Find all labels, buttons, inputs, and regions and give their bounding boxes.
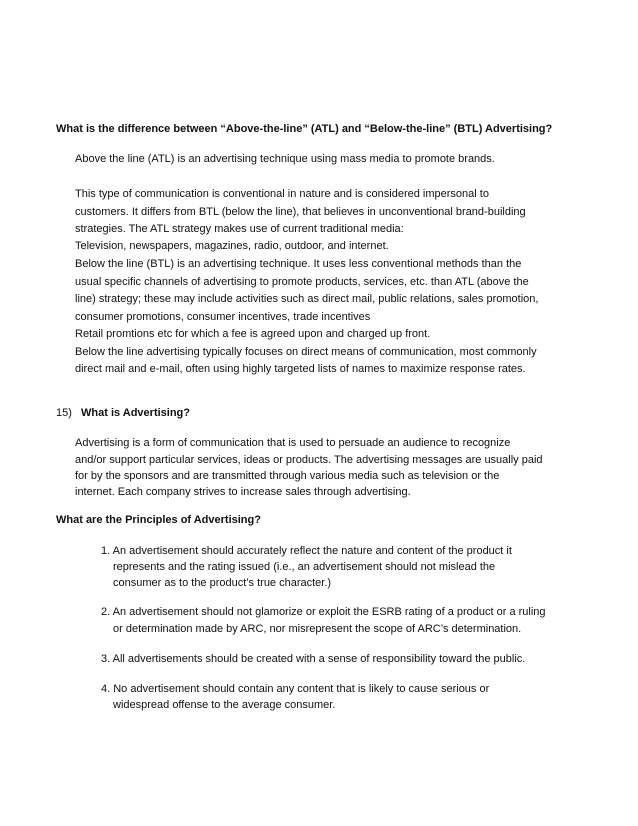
atl-body-line: This type of communication is conventional in nature and is considered impersonal to: [75, 188, 489, 200]
atl-body-line: Television, newspapers, magazines, radio, outdoor, and internet.: [75, 240, 389, 252]
principles-heading: What are the Principles of Advertising?: [56, 514, 261, 526]
principle-item-1: 1. An advertisement should accurately reflect the nature and content of the product it: [101, 545, 512, 557]
principle-item-4-cont: widespread offense to the average consumer.: [113, 699, 336, 711]
atl-body-line: strategies. The ATL strategy makes use of current traditional media:: [75, 223, 404, 235]
section-number: 15): [56, 407, 72, 419]
btl-body-line: Below the line advertising typically focuses on direct means of communication, most commonly: [75, 346, 537, 358]
principle-item-1-cont: represents and the rating issued (i.e., an advertisement should not mislead the: [113, 561, 496, 573]
btl-body-line: line) strategy; these may include activities such as direct mail, public relations, sales promotion,: [75, 293, 539, 305]
advertising-body-line: internet. Each company strives to increase sales through advertising.: [75, 486, 411, 498]
btl-body-line: direct mail and e-mail, often using highly targeted lists of names to maximize response rates.: [75, 363, 526, 375]
principle-item-1-cont: consumer as to the product’s true character.): [113, 577, 332, 589]
advertising-body-line: and/or support particular services, ideas or products. The advertising messages are usually paid: [75, 454, 543, 466]
atl-body-line: customers. It differs from BTL (below the line), that believes in unconventional brand-building: [75, 206, 526, 218]
btl-body-line: Retail promtions etc for which a fee is agreed upon and charged up front.: [75, 328, 431, 340]
principle-item-2: 2. An advertisement should not glamorize or exploit the ESRB rating of a product or a ruling: [101, 606, 546, 618]
btl-body-line: consumer promotions, consumer incentives, trade incentives: [75, 311, 371, 323]
atl-intro: Above the line (ATL) is an advertising technique using mass media to promote brands.: [75, 153, 495, 165]
advertising-body-line: Advertising is a form of communication that is used to persuade an audience to recognize: [75, 437, 511, 449]
btl-body-line: usual specific channels of advertising to promote products, services, etc. than ATL (above the: [75, 276, 529, 288]
atl-btl-heading: What is the difference between “Above-the-line” (ATL) and “Below-the-line” (BTL) Advertising?: [56, 123, 553, 135]
principle-item-2-cont: or determination made by ARC, nor misrepresent the scope of ARC’s determination.: [113, 623, 522, 635]
principle-item-4: 4. No advertisement should contain any content that is likely to cause serious or: [101, 683, 490, 695]
advertising-heading: What is Advertising?: [81, 407, 190, 419]
principle-item-3: 3. All advertisements should be created with a sense of responsibility toward the public.: [101, 653, 526, 665]
btl-body-line: Below the line (BTL) is an advertising technique. It uses less conventional methods than the: [75, 258, 522, 270]
advertising-body-line: for by the sponsors and are transmitted through various media such as television or the: [75, 470, 500, 482]
